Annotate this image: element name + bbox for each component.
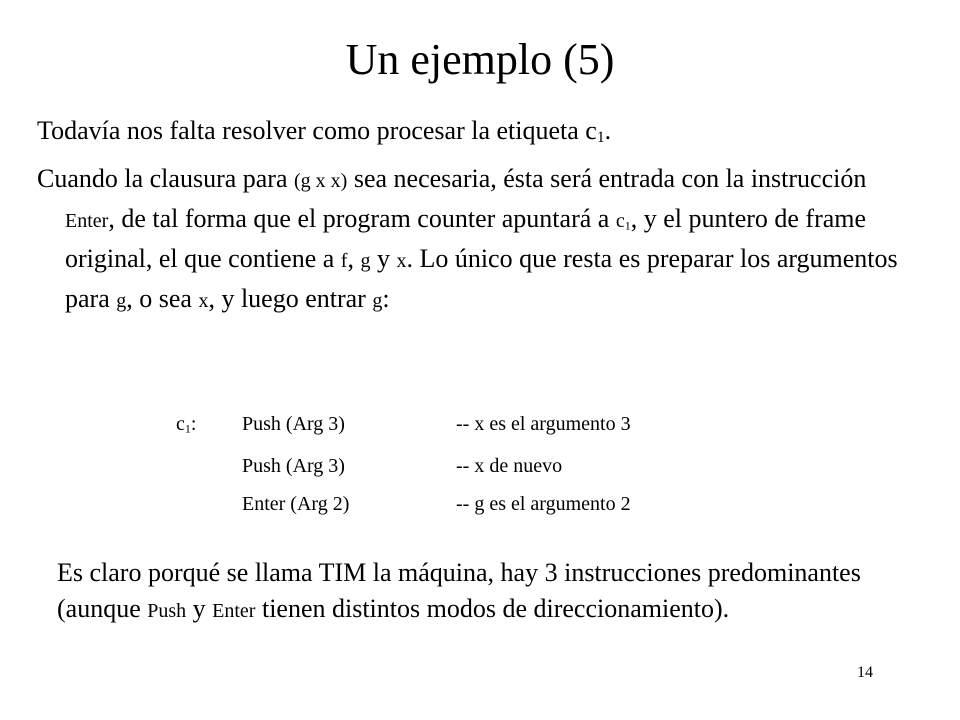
code-fragment: Push bbox=[147, 600, 187, 622]
code-fragment: $c_1$ bbox=[615, 210, 631, 233]
code-instruction: Enter (Arg 2) bbox=[242, 493, 350, 515]
paragraph-3: Es claro porqué se llama TIM la máquina, hay 3 instrucciones predominantes (aunque Push y Enter tienen distintos modos de direccionamiento). bbox=[57, 558, 861, 623]
page-number: 14 bbox=[857, 664, 873, 681]
code-fragment: x bbox=[198, 290, 209, 312]
code-fragment: x bbox=[396, 250, 407, 272]
code-fragment: f bbox=[340, 250, 348, 272]
slide-title: Un ejemplo (5) bbox=[345, 35, 615, 84]
paragraph-1: Todavía nos falta resolver como procesar la etiqueta $c_1$. bbox=[37, 116, 612, 147]
code-fragment: Enter bbox=[212, 600, 256, 622]
code-fragment: g bbox=[360, 250, 371, 272]
code-fragment: (g x x) bbox=[294, 170, 348, 192]
code-fragment: g bbox=[372, 290, 383, 312]
code-instruction: Push (Arg 3) bbox=[242, 413, 345, 435]
code-comment: -- g es el argumento 2 bbox=[456, 493, 631, 515]
code-comment: -- x de nuevo bbox=[456, 455, 563, 477]
code-instruction: Push (Arg 3) bbox=[242, 455, 345, 477]
code-fragment: g bbox=[116, 290, 127, 312]
paragraph-2: Cuando la clausura para (g x x) sea necesaria, ésta será entrada con la instrucción Enter, de tal forma que el program counter apuntará a $c_1$, y el puntero de frame original, el que contiene a f, g y x. Lo único que resta es preparar los argumentos para g, o sea x, y luego entrar g: bbox=[37, 164, 898, 313]
code-label: $c_1$: bbox=[176, 413, 197, 436]
code-comment: -- x es el argumento 3 bbox=[456, 413, 631, 435]
code-fragment: Enter bbox=[65, 210, 109, 232]
